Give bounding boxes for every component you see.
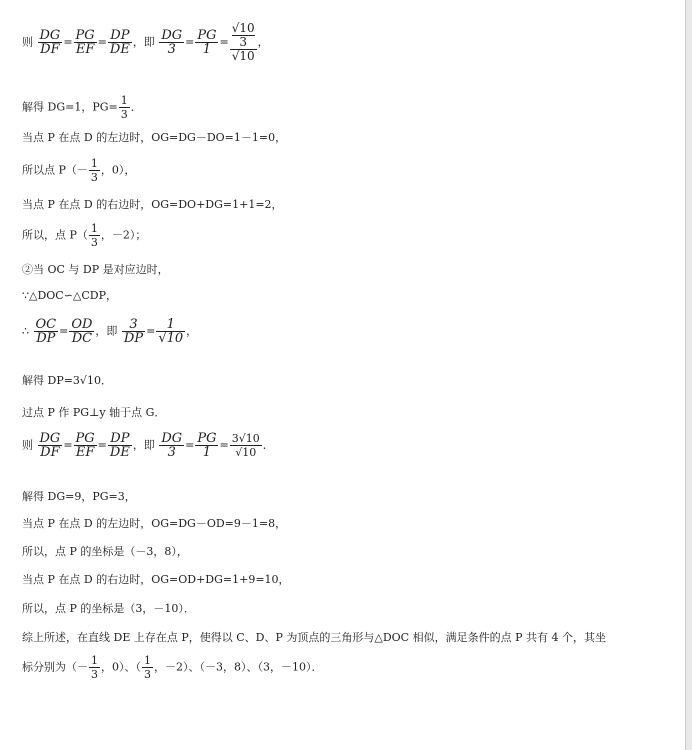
text: 则 (22, 438, 33, 452)
text-line-17: 所以，点 P 的坐标是（3，－10）． (22, 602, 195, 615)
fraction: $\frac{DG}{3}$ (161, 431, 183, 460)
fraction: $\frac{PG}{1}$ (197, 431, 217, 460)
text: ，即 (95, 324, 118, 338)
text-line-10: 解得 DP=3√10． (22, 374, 112, 387)
text-line-11: 过点 P 作 PG⊥y 轴于点 G． (22, 406, 166, 419)
fraction: $\frac{1}{3}$ (91, 654, 98, 681)
text-line-14: 当点 P 在点 D 的左边时，OG=DG－OD=9－1=8， (22, 517, 287, 530)
text: ． (130, 100, 142, 114)
text: ，0）、（ (101, 660, 141, 674)
fraction: $\frac{3}{DP}$ (123, 317, 144, 346)
nested-fraction: √10 3 √10 (231, 21, 255, 63)
fraction: $\frac{DG}{DF}$ (39, 28, 61, 57)
text-line-8: ∵△DOC∽△CDP， (22, 289, 118, 302)
fraction: $\frac{1}{3}$ (144, 654, 151, 681)
fraction: $\frac{DP}{DE}$ (109, 431, 130, 460)
text-line-15: 所以，点 P 的坐标是（－3，8）， (22, 545, 188, 558)
coordinate-line-19 (22, 654, 323, 681)
text: ，－2）； (100, 228, 147, 242)
text: ，－2）、（－3，8）、（3，－10）． (154, 660, 323, 674)
text: ，即 (132, 35, 155, 49)
text: 所以点 P（－ (22, 163, 88, 177)
fraction: $\frac{1}{3}$ (90, 157, 98, 184)
result-line-2 (22, 94, 142, 121)
proportion-line-12: 则 $\frac{DG}{DF}$ = $\frac{PG}{EF}$ = $\frac{DP}{DE}$ ，即 $\frac{DG}{3}$ = $\frac{PG}{1}$ = $\frac{3√10}{√10}$ ． (22, 431, 274, 460)
text: ，0）， (100, 163, 136, 177)
fraction: $\frac{DG}{3}$ (161, 28, 183, 57)
fraction: $\frac{1}{3}$ (90, 222, 98, 249)
text: 则 (22, 35, 33, 49)
fraction: $\frac{1}{3}$ (120, 94, 128, 121)
fraction: $\frac{PG}{EF}$ (75, 28, 95, 57)
fraction: $\frac{DG}{DF}$ (39, 431, 61, 460)
proportion-line-9: ∴ $\frac{OC}{DP}$ = $\frac{OD}{DC}$ ，即 $\frac{3}{DP}$ = $\frac{1}{√10}$ ， (22, 317, 198, 346)
text: ． (262, 438, 274, 452)
fraction: $\frac{1}{√10}$ (158, 317, 184, 346)
page-edge (685, 0, 692, 750)
fraction: $\frac{PG}{EF}$ (75, 431, 95, 460)
text: 标分别为（－ (22, 660, 88, 674)
text-line-7: ②当 OC 与 DP 是对应边时， (22, 263, 169, 276)
text-line-3: 当点 P 在点 D 的左边时，OG=DG－DO=1－1=0， (22, 131, 287, 144)
text: 解得 DG=1，PG= (22, 100, 118, 114)
coordinate-line-4 (22, 157, 135, 184)
text-line-16: 当点 P 在点 D 的右边时，OG=OD+DG=1+9=10， (22, 573, 290, 586)
coordinate-line-6 (22, 222, 146, 249)
fraction: $\frac{DP}{DE}$ (109, 28, 130, 57)
proportion-line-1: 则 $\frac{DG}{DF}$ = $\frac{PG}{EF}$ = $\frac{DP}{DE}$ ，即 $\frac{DG}{3}$ = $\frac{PG}{1}$ = √10 3 √10 ， (22, 21, 269, 63)
text-line-13: 解得 DG=9，PG=3， (22, 490, 136, 503)
fraction: $\frac{OC}{DP}$ (35, 317, 57, 346)
fraction: $\frac{PG}{1}$ (197, 28, 217, 57)
text-line-18: 综上所述，在直线 DE 上存在点 P，使得以 C、D、P 为顶点的三角形与△DOC 相似，满足条件的点 P 共有 4 个，其坐 (22, 631, 606, 644)
text: 所以，点 P（ (22, 228, 88, 242)
text-line-5: 当点 P 在点 D 的右边时，OG=DO+DG=1+1=2， (22, 198, 283, 211)
fraction: $\frac{3√10}{√10}$ (231, 432, 260, 459)
text: ， (186, 324, 198, 338)
text: ∴ (22, 324, 29, 338)
text: ， (257, 35, 269, 49)
fraction: $\frac{OD}{DC}$ (71, 317, 93, 346)
text: ，即 (132, 438, 155, 452)
